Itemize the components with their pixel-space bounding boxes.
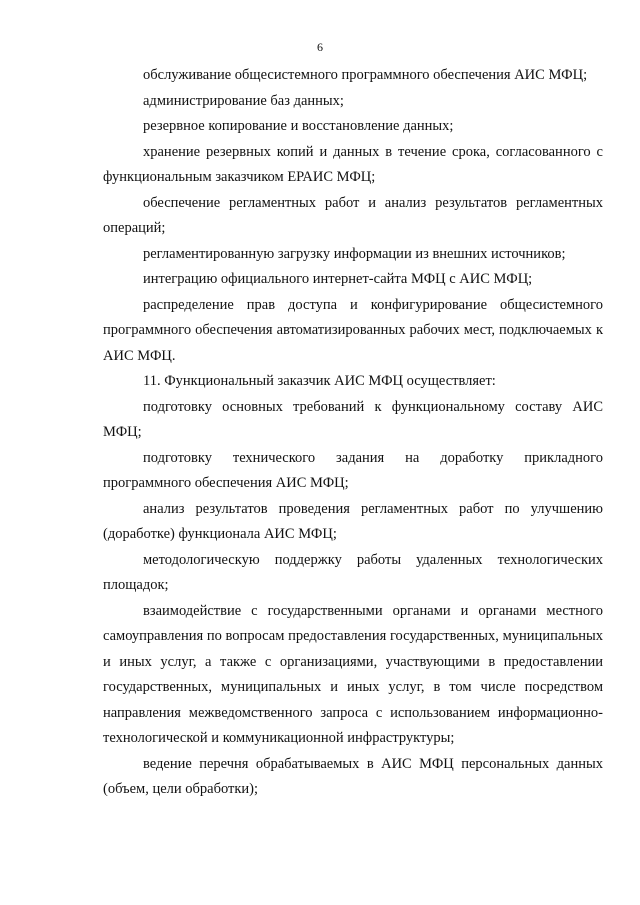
paragraph: ведение перечня обрабатываемых в АИС МФЦ персональных данных (объем, цели обработки);	[103, 755, 603, 797]
paragraph: распределение прав доступа и конфигурирование общесистемного программного обеспечения автоматизированных рабочих мест, подключаемых к АИС МФЦ.	[103, 296, 603, 364]
paragraph: интеграцию официального интернет-сайта МФЦ с АИС МФЦ;	[143, 271, 533, 287]
paragraph: регламентированную загрузку информации из внешних источников;	[143, 245, 566, 262]
paragraph: подготовку основных требований к функциональному составу АИС МФЦ;	[103, 398, 603, 440]
section-heading: 11. Функциональный заказчик АИС МФЦ осуществляет:	[143, 373, 496, 389]
paragraph: администрирование баз данных;	[143, 92, 344, 109]
paragraph: взаимодействие с государственными органами и органами местного самоуправления по вопросам предоставления государственных, муниципальных и иных услуг, а также с организациями, участвующими в предоставлении государственных, муниципальных и иных услуг, в том числе посредством направления межведомственного запроса с использованием информационно-технологической и коммуникационной инфраструктуры;	[103, 602, 603, 746]
page-number: 6	[317, 40, 323, 54]
paragraph: подготовку технического задания на доработку прикладного программного обеспечения АИС МФЦ;	[103, 449, 603, 491]
paragraph: резервное копирование и восстановление данных;	[143, 118, 454, 134]
paragraph: анализ результатов проведения регламентных работ по улучшению (доработке) функционала АИС МФЦ;	[103, 500, 603, 542]
paragraph: обеспечение регламентных работ и анализ результатов регламентных операций;	[103, 194, 603, 236]
paragraph: обслуживание общесистемного программного обеспечения АИС МФЦ;	[143, 67, 588, 83]
document-body	[103, 63, 603, 803]
paragraph: хранение резервных копий и данных в течение срока, согласованного с функциональным заказчиком ЕРАИС МФЦ;	[103, 143, 603, 185]
paragraph: методологическую поддержку работы удаленных технологических площадок;	[103, 551, 603, 593]
